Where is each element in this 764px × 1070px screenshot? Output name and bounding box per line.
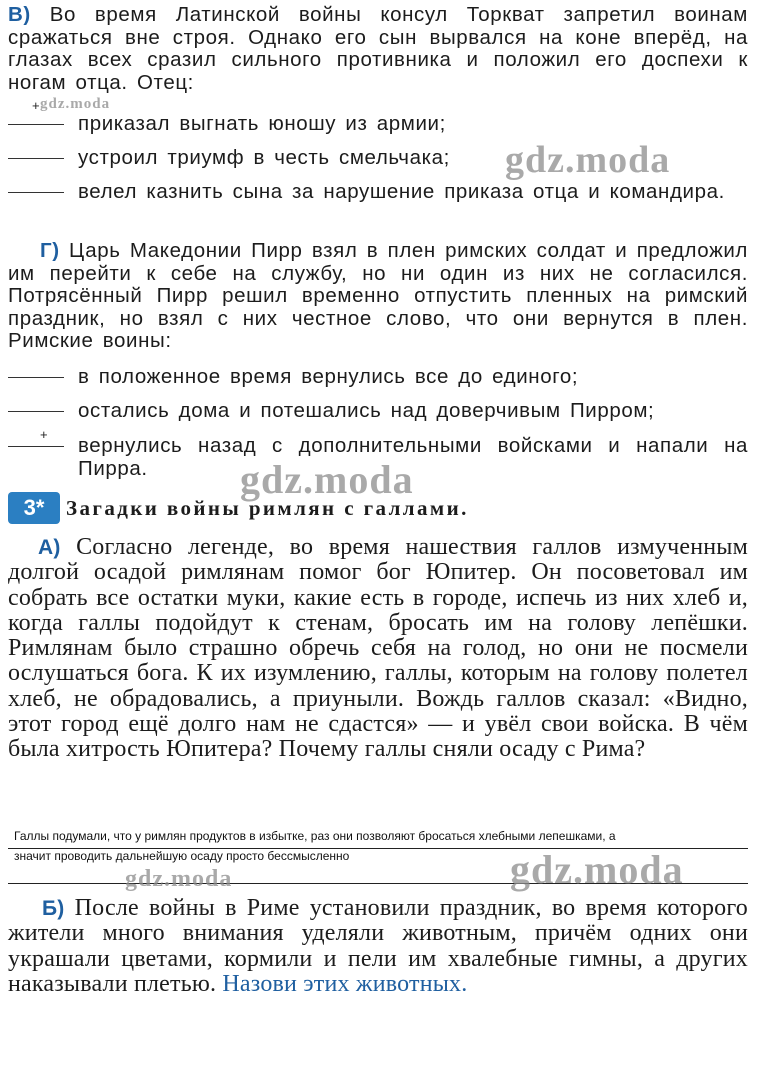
answer-blank[interactable] bbox=[8, 158, 64, 159]
section-b-text: После войны в Риме установили праздник, во время которого жители много внимания уделяли животным, причём одних они украшали цветами, кормили и пели им хвалебные гимны, а других наказывали плетью. bbox=[8, 895, 749, 997]
watermark: gdz.moda bbox=[240, 457, 414, 502]
watermark: gdz.moda bbox=[505, 139, 671, 181]
section-b-label: Б) bbox=[42, 897, 65, 920]
option-mark: + bbox=[32, 98, 40, 113]
option-text: велел казнить сына за нарушение приказа отца и командира. bbox=[78, 180, 725, 203]
watermark: gdz.moda bbox=[510, 847, 684, 892]
section-b-paragraph bbox=[8, 896, 748, 997]
section-a-paragraph bbox=[8, 535, 748, 763]
section-v-text: Во время Латинской войны консул Торкват запретил воинам сражаться вне строя. Однако его сын вырвался на коне вперёд, на глазах всех сразил сильного противника и положил его доспехи к ногам отца. Отец: bbox=[8, 3, 749, 94]
answer-text-line-2: значит проводить дальнейшую осаду просто бессмысленно bbox=[14, 849, 350, 863]
option-text: вернулись назад с дополнительными войсками и напали на Пирра. bbox=[78, 434, 748, 480]
section-v-paragraph bbox=[8, 4, 748, 94]
task-3-header bbox=[8, 492, 748, 526]
option-text: остались дома и потешались над доверчивым Пирром; bbox=[78, 399, 655, 422]
option-g-1 bbox=[8, 366, 748, 389]
section-g-label: Г) bbox=[40, 239, 60, 262]
section-b-question: Назови этих животных. bbox=[222, 970, 468, 997]
answer-blank[interactable] bbox=[8, 446, 64, 447]
answer-blank[interactable] bbox=[8, 192, 64, 193]
answer-blank[interactable] bbox=[8, 377, 64, 378]
section-g-text: Царь Македонии Пирр взял в плен римских солдат и предложил им перейти к себе на службу, но ни один из них не согласился. Потрясённый Пирр решил временно отпустить пленных на римский праздник, но взял с них честное слово, что они вернутся в плен. Римские воины: bbox=[8, 239, 748, 352]
section-a-label: А) bbox=[38, 536, 61, 559]
option-v-3 bbox=[8, 181, 748, 204]
option-text: устроил триумф в честь смельчака; bbox=[78, 146, 450, 169]
watermark: gdz.moda bbox=[40, 96, 111, 112]
option-mark: + bbox=[40, 427, 48, 442]
section-a-text: Согласно легенде, во время нашествия галлов измученным долгой осадой римлянам помог бог Юпитер. Он посоветовал им собрать все остатки муки, какие есть в городе, испечь из них хлеб и, когда галлы подойдут к стенам, бросать им на голову лепёшки. Римлянам было страшно обречь себя на голод, но они не посмели ослушаться бога. К их изумлению, галлы, которым на голову полетел хлеб, не обрадовались, а приуныли. Вождь галлов сказал: «Видно, этот город ещё долго нам не сдастся» — и увёл свои войска. В чём была хитрость Юпитера? Почему галлы сняли осаду с Рима? bbox=[8, 534, 748, 763]
task-number-badge: 3* bbox=[8, 492, 60, 524]
answer-blank[interactable] bbox=[8, 411, 64, 412]
section-v-label: В) bbox=[8, 3, 31, 26]
option-text: приказал выгнать юношу из армии; bbox=[78, 112, 446, 135]
option-v-1 bbox=[8, 113, 748, 136]
section-g-paragraph bbox=[8, 240, 748, 353]
answer-text-line-1: Галлы подумали, что у римлян продуктов в избытке, раз они позволяют бросаться хлебными лепешками, а bbox=[14, 829, 616, 843]
option-g-2 bbox=[8, 400, 748, 423]
option-text: в положенное время вернулись все до единого; bbox=[78, 365, 579, 388]
watermark: gdz.moda bbox=[125, 866, 233, 892]
task-3-title: Загадки войны римлян с галлами. bbox=[66, 496, 469, 520]
answer-blank[interactable] bbox=[8, 124, 64, 125]
